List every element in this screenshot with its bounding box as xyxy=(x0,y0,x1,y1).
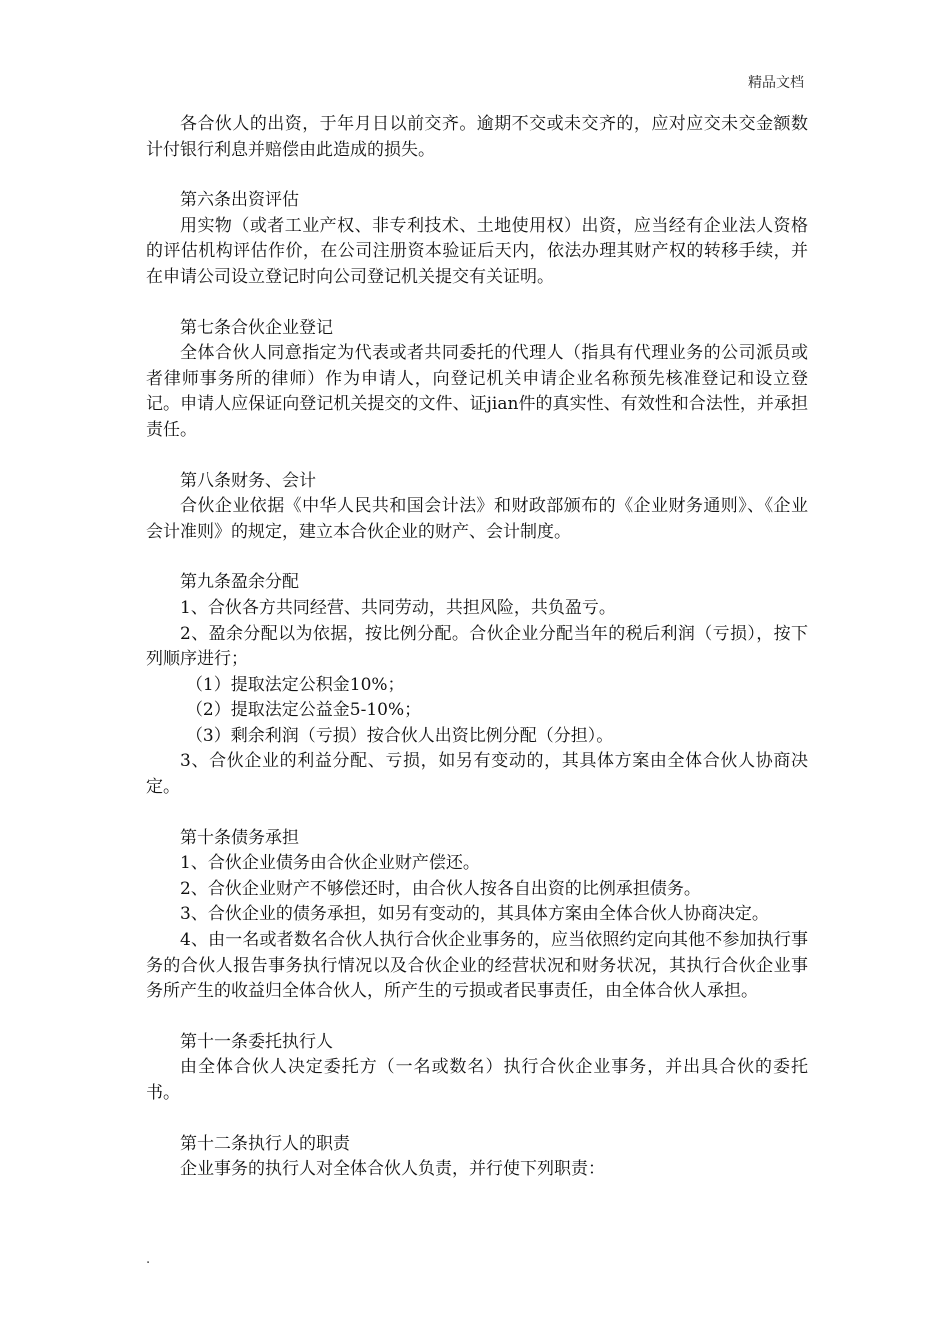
article-heading: 第十条债务承担 xyxy=(180,827,299,848)
paragraph: 1、合伙各方共同经营、共同劳动，共担风险，共负盈亏。 xyxy=(180,597,616,618)
list-item: （1）提取法定公积金10%； xyxy=(185,674,405,695)
paragraph: 企业事务的执行人对全体合伙人负责，并行使下列职责： xyxy=(180,1159,605,1180)
paragraph: 3、合伙企业的债务承担，如另有变动的，其具体方案由全体合伙人协商决定。 xyxy=(180,904,769,925)
article-heading: 第十一条委托执行人 xyxy=(180,1031,333,1052)
article-heading: 第七条合伙企业登记 xyxy=(180,317,333,338)
paragraph: 各合伙人的出资，于年月日以前交齐。逾期不交或未交齐的，应对应交未交金额数计付银行利息并赔偿由此造成的损失。 xyxy=(146,114,808,160)
article-heading: 第十二条执行人的职责 xyxy=(180,1133,350,1154)
paragraph: 2、合伙企业财产不够偿还时，由合伙人按各自出资的比例承担债务。 xyxy=(180,878,701,899)
paragraph: 用实物（或者工业产权、非专利技术、土地使用权）出资，应当经有企业法人资格的评估机构评估作价，在公司注册资本验证后天内，依法办理其财产权的转移手续，并在申请公司设立登记时向公司登记机关提交有关证明。 xyxy=(146,215,808,287)
list-item: （3）剩余利润（亏损）按合伙人出资比例分配（分担）。 xyxy=(185,725,614,746)
page-header-label: 精品文档 xyxy=(748,75,804,91)
paragraph: 2、盈余分配以为依据，按比例分配。合伙企业分配当年的税后利润（亏损），按下列顺序进行； xyxy=(146,623,808,670)
list-item: （2）提取法定公益金5-10%； xyxy=(185,700,422,721)
paragraph: 4、由一名或者数名合伙人执行合伙企业事务的，应当依照约定向其他不参加执行事务的合伙人报告事务执行情况以及合伙企业的经营状况和财务状况，其执行合伙企业事务所产生的收益归全体合伙人，所产生的亏损或者民事责任，由全体合伙人承担。 xyxy=(146,930,808,1002)
paragraph: 3、合伙企业的利益分配、亏损，如另有变动的，其具体方案由全体合伙人协商决定。 xyxy=(146,751,808,798)
document-body xyxy=(146,112,808,1183)
paragraph: 由全体合伙人决定委托方（一名或数名）执行合伙企业事务，并出具合伙的委托书。 xyxy=(146,1057,808,1103)
paragraph: 合伙企业依据《中华人民共和国会计法》和财政部颁布的《企业财务通则》、《企业会计准则》的规定，建立本合伙企业的财产、会计制度。 xyxy=(146,496,808,542)
paragraph: 全体合伙人同意指定为代表或者共同委托的代理人（指具有代理业务的公司派员或者律师事务所的律师）作为申请人，向登记机关申请企业名称预先核准登记和设立登记。申请人应保证向登记机关提交的文件、证jian件的真实性、有效性和合法性，并承担责任。 xyxy=(146,343,808,440)
article-heading: 第九条盈余分配 xyxy=(180,572,299,593)
paragraph: 1、合伙企业债务由合伙企业财产偿还。 xyxy=(180,853,480,874)
article-heading: 第八条财务、会计 xyxy=(180,470,316,491)
article-heading: 第六条出资评估 xyxy=(180,190,299,211)
footer-mark: . xyxy=(146,1252,151,1267)
